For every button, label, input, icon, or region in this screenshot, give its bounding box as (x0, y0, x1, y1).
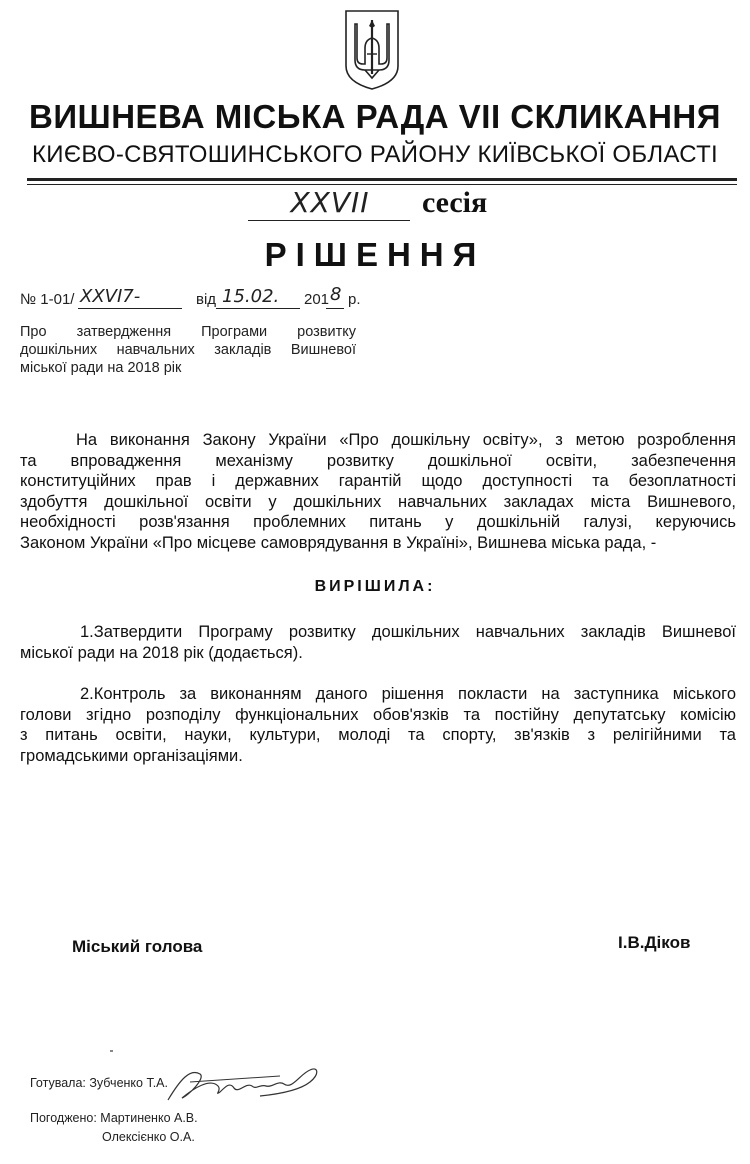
decision-number-handwritten: XXVI7- (80, 286, 141, 307)
prepared-by: Готувала: Зубченко Т.А. (30, 1076, 168, 1090)
subject-line: Про затвердження Програми розвитку (20, 324, 356, 340)
decision-subject (20, 323, 356, 377)
item-line: міської ради на 2018 рік (додається). (20, 643, 303, 662)
header-divider-thin (27, 184, 737, 185)
preamble-line: конституційних прав і державних гарантій щодо доступності та безоплатності (20, 472, 736, 490)
resolution-item (20, 622, 736, 663)
decision-number-underline (78, 308, 182, 309)
header-divider (27, 178, 737, 181)
year-suffix: р. (348, 291, 361, 308)
council-title: ВИШНЕВА МІСЬКА РАДА VII СКЛИКАННЯ (29, 98, 721, 135)
session-underline (248, 220, 410, 221)
agreed-by-second: Олексієнко О.А. (102, 1130, 195, 1144)
date-underline (216, 308, 300, 309)
year-prefix: 201 (304, 291, 330, 308)
item-line: громадськими організаціями. (20, 746, 243, 765)
handwritten-signature (160, 1060, 330, 1110)
session-number: XXVII (290, 186, 370, 219)
item-line: 1.Затвердити Програму розвитку дошкільних навчальних закладів Вишневої (80, 623, 736, 641)
year-handwritten: 8 (330, 284, 342, 305)
decision-number-prefix: № 1-01/ (20, 291, 75, 308)
resolution-item (20, 684, 736, 766)
date-prefix: від (196, 291, 217, 308)
year-underline (326, 308, 344, 309)
subject-line: дошкільних навчальних закладів Вишневої (20, 342, 356, 358)
item-line: голови згідно розподілу функціональних обов'язків та постійну депутатську комісію (20, 705, 736, 724)
preamble-line: здобуття дошкільної освіти у дошкільних навчальних закладах міста Вишневого, (20, 492, 736, 511)
signatory-name: І.В.Діков (618, 933, 691, 952)
item-line: 2.Контроль за виконанням даного рішення покласти на заступника міського (80, 685, 736, 703)
preamble-line: та впровадження механізму розвитку дошкільної освіти, забезпечення (20, 451, 736, 470)
scan-speck (110, 1050, 113, 1052)
date-handwritten: 15.02. (222, 286, 280, 307)
resolved-heading: ВИРІШИЛА: (314, 578, 436, 595)
council-subtitle: КИЄВО-СВЯТОШИНСЬКОГО РАЙОНУ КИЇВСЬКОЇ ОБЛАСТІ (32, 141, 718, 168)
agreed-by: Погоджено: Мартиненко А.В. (30, 1111, 198, 1125)
session-label: сесія (422, 186, 488, 219)
preamble-line: На виконання Закону України «Про дошкільну освіту», з метою розроблення (76, 431, 736, 449)
preamble-paragraph (20, 430, 736, 553)
subject-line: міської ради на 2018 рік (20, 360, 182, 376)
preamble-line: необхідності розв'язання проблемних питань у дошкільній галузі, керуючись (20, 513, 736, 531)
item-line: з питань освіти, науки, культури, молоді та спорту, зв'язків з релігійними та (20, 726, 736, 744)
signatory-role: Міський голова (72, 937, 203, 956)
decision-title: РІШЕННЯ (264, 236, 486, 273)
preamble-line: Законом України «Про місцеве самоврядування в Україні», Вишнева міська рада, - (20, 533, 657, 552)
tryzub-coat-of-arms-icon (343, 8, 401, 92)
